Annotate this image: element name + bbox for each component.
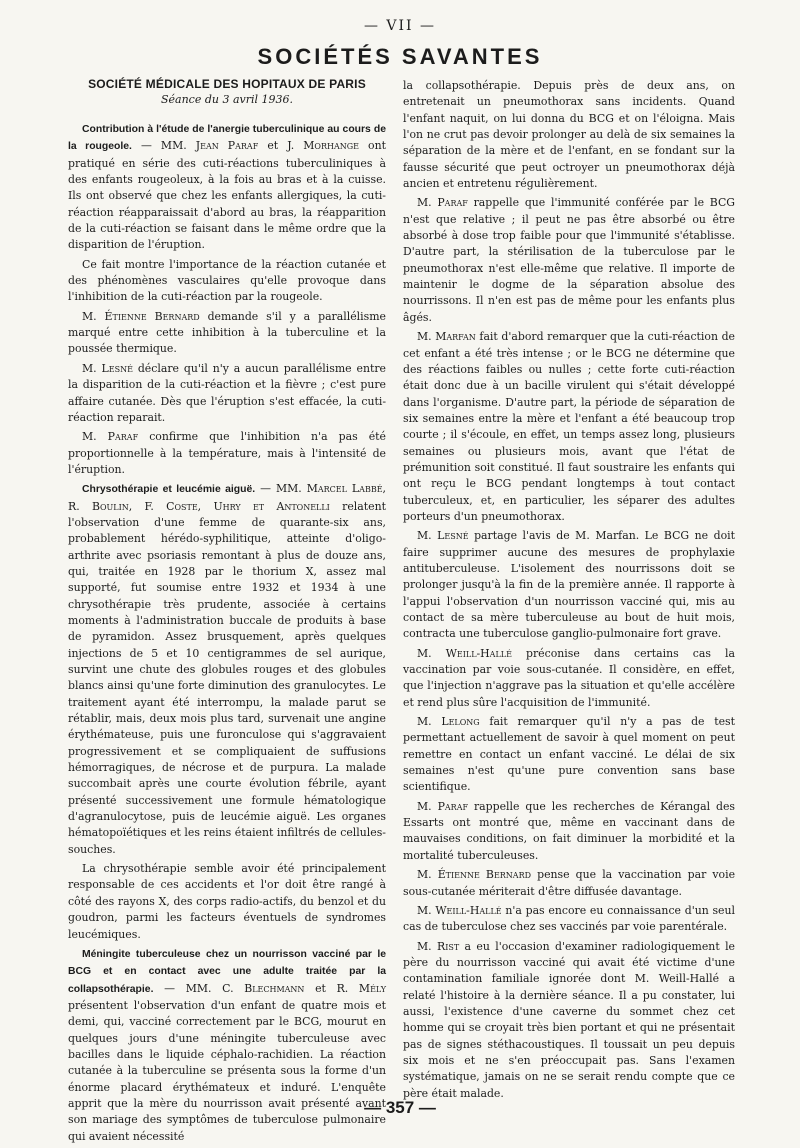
section-title: SOCIÉTÉS SAVANTES	[257, 44, 543, 69]
page-header-roman: — VII —	[363, 18, 437, 34]
article-heading: Chrysothérapie et leucémie aiguë.	[82, 484, 256, 496]
paragraph: M. Weill-Hallé n'a pas encore eu connaissance d'un seul cas de tuberculose chez ses vaccinés par voie parentérale.	[403, 903, 735, 934]
paragraph: M. Étienne Bernard demande s'il y a parallélisme marqué entre cette inhibition à la tuberculine et la poussée thermique.	[68, 309, 386, 356]
article-anergie: Contribution à l'étude de l'anergie tuberculinique au cours de la rougeole. — MM. Jean Paraf et J. Morhange ont pratiqué en série des cuti-réactions tuberculiniques à des enfants rougeoleux, à la fois au bras et à la cuisse. Ils ont observé que chez les enfants allergiques, la cuti-réaction réapparaissait d'abord au bras, la réapparition de la cuti-réaction se faisant dans le même ordre que la disparition de l'éruption.	[68, 124, 386, 252]
speaker-name: Lesné	[101, 361, 133, 375]
speaker-name: Paraf	[437, 196, 468, 210]
paragraph: M. Rist a eu l'occasion d'examiner radiologiquement le père du nourrisson vacciné qui avait été victime d'une contamination familiale ignorée dont M. Weill-Hallé a relaté l'histoire à la dernière séance. Il a pu constater, lui aussi, l'existence d'une caverne du sommet chez cet homme qui se croyait très bien portant et qui ne présentait pas de signes stéthacoustiques. Il toussait un peu depuis six mois et ne s'en préoccupait pas. Sans l'examen systématique, jamais on ne se serait rendu compte que ce père était malade.	[403, 939, 736, 1100]
paragraph: M. Paraf confirme que l'inhibition n'a pas été proportionnelle à la température, mais à l'intensité de l'éruption.	[68, 430, 386, 476]
paragraph: M. Lelong fait remarquer qu'il n'y a pas de test permettant actuellement de savoir à quel moment on peut remettre en contact un enfant vacciné. Le délai de six semaines n'est qu'une pure convention sans base scientifique.	[403, 715, 736, 794]
right-column	[403, 78, 735, 1105]
speaker-name: Lesné	[437, 529, 469, 543]
paragraph: M. Paraf rappelle que les recherches de Kérangal des Essarts ont montré que, même en vaccinant dans de mauvaises conditions, on fait diminuer la morbidité et la mortalité tuberculeuses.	[403, 799, 735, 862]
speaker-name: Paraf	[437, 799, 469, 813]
author-name: Morhange	[303, 139, 359, 153]
speaker-name: Étienne Bernard	[104, 309, 200, 323]
society-title: SOCIÉTÉ MÉDICALE DES HOPITAUX DE PARIS	[88, 77, 366, 91]
author-name: Jean Paraf	[195, 139, 259, 153]
article-heading: Méningite tuberculeuse chez un nourrisson vacciné par le BCG et en contact avec une adulte traitée par la collapsothérapie.	[68, 948, 386, 995]
speaker-name: Étienne Bernard	[437, 868, 532, 882]
paragraph: M. Weill-Hallé préconise dans certains cas la vaccination par voie sous-cutanée. Il considère, en effet, que l'injection n'aggrave pas la situation et qu'elle accélère et rend plus sûre l'acquisition de l'immunité.	[403, 646, 735, 709]
paragraph: M. Paraf rappelle que l'immunité conférée par le BCG n'est que relative ; il peut ne pas être absorbé ou être absorbé à dose trop faible pour que l'immunité s'établisse. D'autre part, la stérilisation de la tuberculose par le pneumothorax n'est elle-même que relative. Il importe de maintenir le dogme de la séparation absolue des nourrissons. Il n'en est pas de même pour les enfants plus âgés.	[403, 196, 735, 324]
session-date: Séance du 3 avril 1936.	[160, 93, 294, 106]
paragraph: Ce fait montre l'importance de la réaction cutanée et des phénomènes vasculaires qu'elle provoque dans l'inhibition de la cuti-réaction par la rougeole.	[68, 257, 386, 304]
speaker-name: Lelong	[441, 715, 480, 729]
article-heading: Contribution à l'étude de l'anergie tuberculinique au cours de la rougeole.	[68, 124, 386, 153]
author-name: Mély	[358, 981, 386, 995]
author-names: Marcel Labbé, R. Boulin, F. Coste, Uhry et Antonelli	[68, 482, 386, 513]
paragraph: La chrysothérapie semble avoir été principalement responsable de ces accidents et l'or doit être rangé à côté des rayons X, des corps radio-actifs, du benzol et du goudron, parmi les facteurs éventuels de syndromes leucémiques.	[68, 862, 386, 941]
paragraph: M. Marfan fait d'abord remarquer que la cuti-réaction de cet enfant a été très intense ; or le BCG ne détermine que des réactions faibles ou nulles ; cette forte cuti-réaction était donc due à un bacille virulent qui s'était développé dans l'organisme. D'autre part, la période de séparation de six semaines entre la mère et l'enfant a été beaucoup trop courte ; il s'écoule, en effet, un temps assez long, plusieurs semaines ou plusieurs mois, avant que l'état de prémunition soit constitué. Il faut soustraire les enfants qui ont reçu le BCG pendant longtemps à tout contact tuberculeux, et, en particulier, les séparer des adultes porteurs d'un pneumothorax.	[403, 330, 735, 523]
article-chrysotherapie: Chrysothérapie et leucémie aiguë. — MM. Marcel Labbé, R. Boulin, F. Coste, Uhry et Antonelli relatent l'observation d'une femme de quarante-six ans, probablement hérédo-syphilitique, atteinte d'oligo-arthrite avec psoriasis remontant à plus de douze ans, qui, traitée en 1928 par le thorium X, assez mal supporté, fut soumise entre 1932 et 1934 à une chrysothérapie très prudente, associée à certains moments à l'administration buccale de produits à base de pyramidon. Assez brusquement, après quelques injections de 5 et 10 centigrammes de sel aurique, survint une chute des globules rouges et des globules blancs ainsi qu'une forte diminution des granulocytes. Le traitement ayant été interrompu, la malade parut se rétablir, mais, deux mois plus tard, survenait une angine érythémateuse, puis une furonculose qui s'aggravaient progressivement et se compliquaient de suffusions hémorragiques, de nécrose et de purpura. La malade succombait après une courte évolution fébrile, ayant présenté successivement une formule hématologique d'agranulocytose, puis de leucémie aiguë. Les organes hématopoïétiques et les reins étaient infiltrés de cellules-souches.	[68, 482, 386, 856]
paragraph: M. Lesné partage l'avis de M. Marfan. Le BCG ne doit faire supprimer aucune des mesures de prophylaxie antituberculeuse. L'isolement des nourrissons doit se prolonger jusqu'à la fin de la première année. Il rapporte à l'appui l'observation d'un nourrisson vacciné qui, mis au contact de sa mère tuberculeuse au bout de huit mois, contracta une tuberculose ganglio-pulmonaire fort grave.	[403, 529, 736, 641]
left-column	[68, 76, 386, 1148]
article-meningite: Méningite tuberculeuse chez un nourrisson vacciné par le BCG et en contact avec une adulte traitée par la collapsothérapie. — MM. C. Blechmann et R. Mély présentent l'observation d'un enfant de quatre mois et demi, qui, vacciné correctement par le BCG, mourut en quelques jours d'une méningite tuberculeuse avec bacilles dans le liquide céphalo-rachidien. La réaction cutanée à la tuberculine se présenta sous la forme d'un énorme placard érythémateux et induré. L'enquête apprit que la mère du nourrisson avait présenté avant son mariage des symptômes de tuberculose pulmonaire qui avaient nécessité	[68, 948, 386, 1143]
speaker-name: Weill-Hallé	[445, 646, 512, 660]
paragraph: M. Lesné déclare qu'il n'y a aucun parallélisme entre la disparition de la cuti-réaction et la fièvre ; c'est pure affaire cutanée. Dès que l'éruption s'est effacée, la cuti-réaction reparait.	[68, 361, 386, 424]
speaker-name: Weill-Hallé	[435, 903, 502, 917]
paragraph: M. Étienne Bernard pense que la vaccination par voie sous-cutanée mériterait d'être diffusée davantage.	[403, 868, 736, 898]
speaker-name: Marfan	[435, 330, 476, 344]
paragraph: la collapsothérapie. Depuis près de deux ans, on entretenait un pneumothorax sans incidents. Quand l'enfant naquit, on lui donna du BCG et on l'éloigna. Mais l'on ne crut pas devoir prolonger au delà de six semaines la séparation de la mère et de l'enfant, en se fondant sur la fausse sécurité que peut octroyer un pneumothorax déjà ancien et entretenu régulièrement.	[403, 79, 735, 191]
page-number: — 357 —	[364, 1098, 436, 1117]
speaker-name: Paraf	[107, 430, 139, 444]
speaker-name: Rist	[437, 939, 460, 953]
author-name: Blechmann	[244, 981, 305, 995]
